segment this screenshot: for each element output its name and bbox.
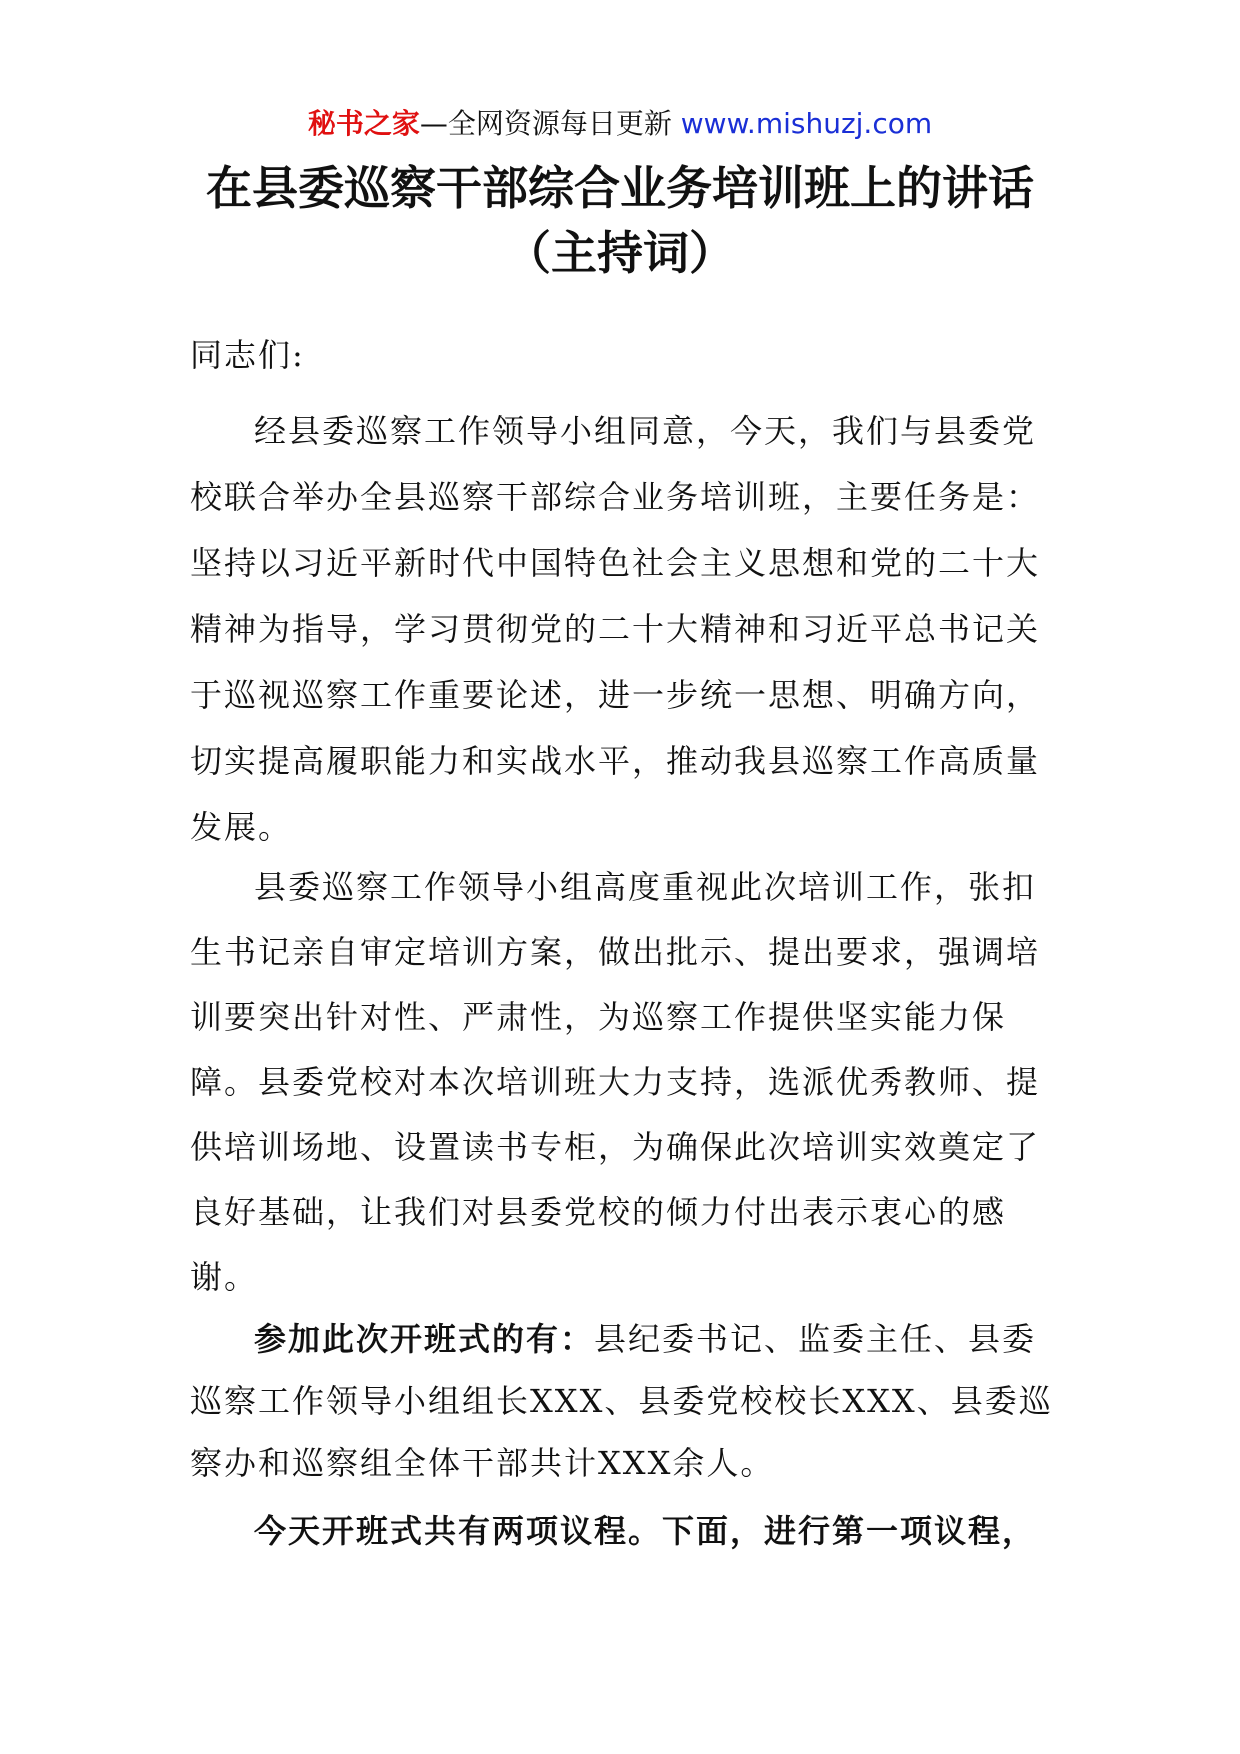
brand-name: 秘书之家	[307, 107, 420, 140]
site-tagline: —全网资源每日更新	[419, 107, 681, 140]
paragraph-purpose: 经县委巡察工作领导小组同意，今天，我们与县委党校联合举办全县巡察干部综合业务培训班，主要任务是：坚持以习近平新时代中国特色社会主义思想和党的二十大精神为指导，学习贯彻党的二十大精神和习近平总书记关于巡视巡察工作重要论述，进一步统一思想、明确方向，切实提高履职能力和实战水平，推动我县巡察工作高质量发展。	[190, 412, 1041, 846]
paragraph-acknowledgement: 县委巡察工作领导小组高度重视此次培训工作，张扣生书记亲自审定培训方案，做出批示、提出要求，强调培训要突出针对性、严肃性，为巡察工作提供坚实能力保障。县委党校对本次培训班大力支持，选派优秀教师、提供培训场地、设置读书专柜，为确保此次培训实效奠定了良好基础，让我们对县委党校的倾力付出表示衷心的感谢。	[190, 868, 1041, 1296]
site-header	[0, 104, 1240, 144]
salutation: 同志们:	[190, 336, 305, 374]
paragraph-agenda: 今天开班式共有两项议程。下面，进行第一项议程，	[254, 1512, 1037, 1550]
attendees-list: 县纪委书记、监委主任、县委巡察工作领导小组组长XXX、县委党校校长XXX、县委巡察办和巡察组全体干部共计XXX余人。	[190, 1320, 1053, 1482]
attendees-lead: 参加此次开班式的有：	[254, 1320, 595, 1358]
site-url-link[interactable]: www.mishuzj.com	[680, 107, 933, 140]
document-subtitle: （主持词）	[505, 226, 735, 280]
paragraph-attendees	[190, 1308, 1060, 1494]
document-title: 在县委巡察干部综合业务培训班上的讲话	[206, 161, 1034, 215]
